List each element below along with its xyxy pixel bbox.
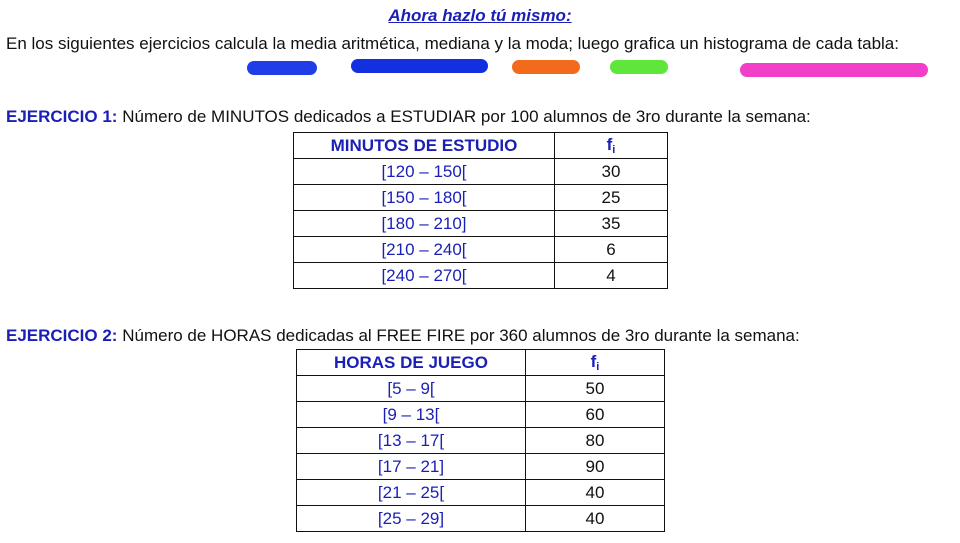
- table-row: [297, 506, 665, 532]
- interval-cell: [9 – 13[: [297, 402, 526, 428]
- highlight-orange: [512, 60, 580, 74]
- interval-cell: [240 – 270[: [294, 263, 555, 289]
- table-row: [297, 428, 665, 454]
- frequency-cell: 35: [555, 211, 668, 237]
- table-row: [294, 237, 668, 263]
- exercise-2-heading: [6, 326, 800, 346]
- interval-cell: [180 – 210]: [294, 211, 555, 237]
- exercise-1-label: EJERCICIO 1:: [6, 107, 118, 126]
- table-header-row: [294, 133, 668, 159]
- table-row: [297, 402, 665, 428]
- frequency-cell: 50: [526, 376, 665, 402]
- table-row: [294, 185, 668, 211]
- interval-cell: [17 – 21]: [297, 454, 526, 480]
- interval-cell: [150 – 180[: [294, 185, 555, 211]
- exercise-2-label: EJERCICIO 2:: [6, 326, 118, 345]
- table-header-row: [297, 350, 665, 376]
- interval-cell: [5 – 9[: [297, 376, 526, 402]
- interval-cell: [13 – 17[: [297, 428, 526, 454]
- frequency-cell: 90: [526, 454, 665, 480]
- page-title: Ahora hazlo tú mismo:: [388, 6, 572, 25]
- frequency-cell: 40: [526, 480, 665, 506]
- table-row: [297, 454, 665, 480]
- table-row: [297, 376, 665, 402]
- highlight-green: [610, 60, 668, 74]
- frequency-cell: 80: [526, 428, 665, 454]
- header-interval: HORAS DE JUEGO: [297, 350, 526, 376]
- header-frequency: $f_i$: [526, 350, 665, 376]
- frequency-cell: 4: [555, 263, 668, 289]
- table-row: [297, 480, 665, 506]
- exercise-1-description: Número de MINUTOS dedicados a ESTUDIAR por 100 alumnos de 3ro durante la semana:: [122, 107, 811, 126]
- frequency-cell: 6: [555, 237, 668, 263]
- interval-cell: [21 – 25[: [297, 480, 526, 506]
- header-frequency: $f_i$: [555, 133, 668, 159]
- interval-cell: [120 – 150[: [294, 159, 555, 185]
- highlight-pink: [740, 63, 928, 77]
- table-row: [294, 211, 668, 237]
- table-row: [294, 159, 668, 185]
- instructions-text: En los siguientes ejercicios calcula la media aritmética, mediana y la moda; luego grafica un histograma de cada tabla:: [6, 34, 899, 53]
- exercise-2-description: Número de HORAS dedicadas al FREE FIRE por 360 alumnos de 3ro durante la semana:: [122, 326, 800, 345]
- exercise-1-heading: [6, 107, 811, 127]
- exercise-1-table: [293, 132, 668, 289]
- interval-cell: [25 – 29]: [297, 506, 526, 532]
- header-interval: MINUTOS DE ESTUDIO: [294, 133, 555, 159]
- frequency-cell: 30: [555, 159, 668, 185]
- frequency-cell: 40: [526, 506, 665, 532]
- highlight-blue-2: [351, 59, 488, 73]
- highlight-blue-1: [247, 61, 317, 75]
- interval-cell: [210 – 240[: [294, 237, 555, 263]
- frequency-cell: 60: [526, 402, 665, 428]
- exercise-2-table: [296, 349, 665, 532]
- frequency-cell: 25: [555, 185, 668, 211]
- table-row: [294, 263, 668, 289]
